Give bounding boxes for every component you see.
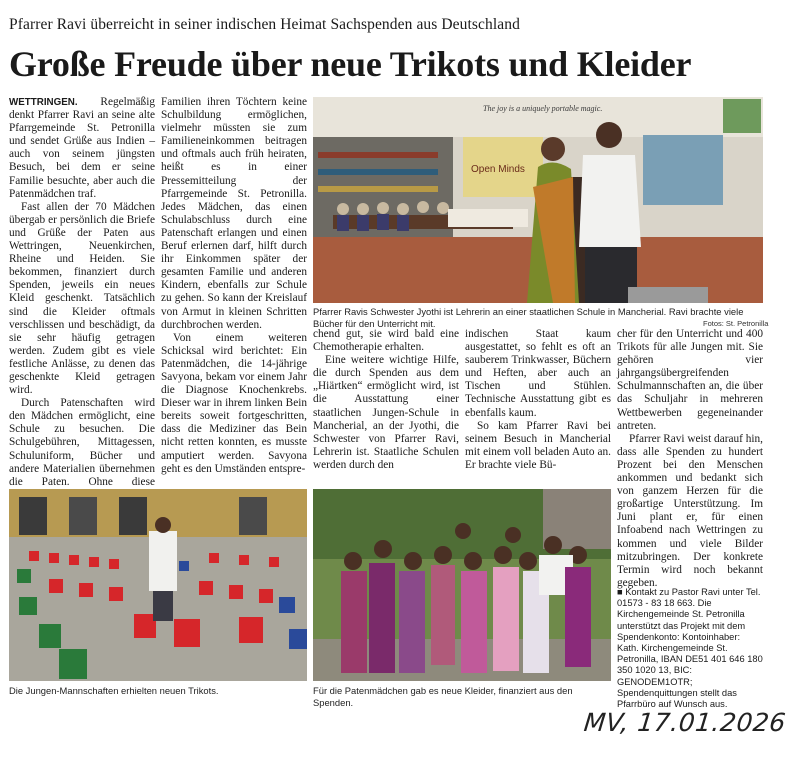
text-column-4	[465, 328, 611, 472]
photo-girls-dresses	[313, 489, 611, 681]
photo-credit: Fotos: St. Petronilla	[703, 319, 769, 328]
paragraph: indischen Staat kaum ausgestattet, so fehlt es oft an sauberem Trinkwasser, Büchern und Heften, aber auch an Tischen und Stühlen. Technische Ausstattung gibt es ebenfalls kaum.	[465, 328, 611, 419]
paragraph: chend gut, sie wird bald eine Chemotherapie erhalten.	[313, 328, 459, 354]
paragraph: Durch Patenschaften wird den Mädchen ermöglicht, eine Schule zu besuchen. Die Schulgebühren, Mittagessen, Schuluniform, Bücher und andere Materialien übernehmen die Paten. Ohne diese	[9, 397, 155, 488]
paragraph: Pfarrer Ravi weist darauf hin, dass alle Spenden zu hundert Prozent bei den Menschen ankommen und bedankt sich von ganzem Herzen für die großartige Unterstützung. Im Juni plant er, für einen Infoabend nach Wettringen zu kommen und viele Bilder mitzubringen. Der konkrete Termin wird noch bekannt gegeben.	[617, 432, 763, 589]
photo-caption: Die Jungen-Mannschaften erhielten neuen Trikots.	[9, 685, 219, 696]
photo-caption: Pfarrer Ravis Schwester Jyothi ist Lehrerin an einer staatlichen Schule in Mancherial. Ravi brachte viele Bücher für den Unterricht mit.	[313, 306, 744, 329]
text-column-3	[313, 328, 459, 472]
text-column-2	[161, 96, 307, 476]
text-column-5	[617, 328, 763, 590]
article-kicker: Pfarrer Ravi überreicht in seiner indischen Heimat Sachspenden aus Deutschland	[9, 16, 520, 33]
contact-info: ■ Kontakt zu Pastor Ravi unter Tel. 01573 - 83 18 663. Die Kirchengemeinde St. Petronilla unterstützt das Projekt mit dem Spendenkonto: Kontoinhaber: Kath. Kirchengemeinde St. Petronilla, IBAN DE51 401 646 180 350 1020 13, BIC: GENODEM1OTR; Spendenquittungen stellt das Pfarrbüro auf Wunsch aus.	[617, 587, 763, 710]
paragraph: So kam Pfarrer Ravi bei seinem Besuch in Mancherial mit einem voll beladen Auto an. Er brachte viele Bü-	[465, 419, 611, 471]
paragraph: Familien ihren Töchtern keine Schulbildung ermöglichen, vielmehr müssten sie zum Familieneinkommen beitragen und oftmals auch früh heiraten, heißt es in einer Pressemitteilung der Pfarrgemeinde St. Petronilla. Jedes Mädchen, das einen Schulabschluss durch eine Patenschaft erlangen und einen Beruf erlernen darf, hilft durch ihr Einkommen später der gesamten Familie und anderen Kindern, ebenfalls zur Schule zu gehen. So kann der Kreislauf von Armut in kleinen Schritten durchbrochen werden.	[161, 96, 307, 331]
paragraph: Von einem weiteren Schicksal wird berichtet: Ein Patenmädchen, die 14-jährige Savyona, bekam vor einem Jahr die Diagnose Knochenkrebs. Dieser war in ihrem linken Bein bereits soweit fortgeschritten, dass die Mediziner das Bein nicht retten konnten, es musste amputiert werden. Savyona geht es den Umständen entspre-	[161, 331, 307, 475]
paragraph: Regelmäßig denkt Pfarrer Ravi an seine alte Pfarrgemeinde St. Petronilla und sendet Grüße aus Indien – auch von seinem jüngsten Besuch, bei dem er seine Familie besuchte, aber auch die Patenmädchen traf.	[9, 96, 155, 200]
article-headline: Große Freude über neue Trikots und Kleider	[9, 44, 692, 84]
dateline: WETTRINGEN.	[9, 97, 78, 108]
photo-teacher-books	[313, 97, 763, 303]
photo-caption: Für die Patenmädchen gab es neue Kleider, finanziert aus den Spenden.	[313, 685, 573, 708]
wall-quote: The joy is a uniquely portable magic.	[483, 104, 603, 113]
poster-text: Open Minds	[471, 164, 525, 175]
handwritten-note: MV, 17.01.2026	[582, 708, 787, 737]
text-column-1	[9, 96, 155, 502]
photo-boys-jerseys	[9, 489, 307, 681]
paragraph: Eine weitere wichtige Hilfe, die durch Spenden aus dem „Hiärtken“ ermöglicht wird, ist die Ausstattung einer staatlichen Jungen-Schule in Mancherial, an der Jyothi, die Schwester von Pfarrer Ravi, Lehrerin ist. Staatliche Schulen werden durch den	[313, 354, 459, 471]
paragraph: cher für den Unterricht und 400 Trikots für alle Jungen mit. Sie gehören vier jahrgangsübergreifenden Schulmannschaften an, die über das Schuljahr in mehreren Wettbewerben gegeneinander antreten.	[617, 328, 763, 432]
paragraph: Fast allen der 70 Mädchen übergab er persönlich die Briefe und Grüße der Paten aus Wettringen, Neuenkirchen, Rheine und Heiden. Sie bekommen, finanziert durch Spenden, jeweils ein neues Kleid geschenkt. Tatsächlich sind die Kleider oftmals verschlissen und beschädigt, da sie sehr häufig getragen werden. Zudem gibt es viele festliche Anlässe, zu denen das geschenkte Kleid getragen wird.	[9, 200, 155, 397]
